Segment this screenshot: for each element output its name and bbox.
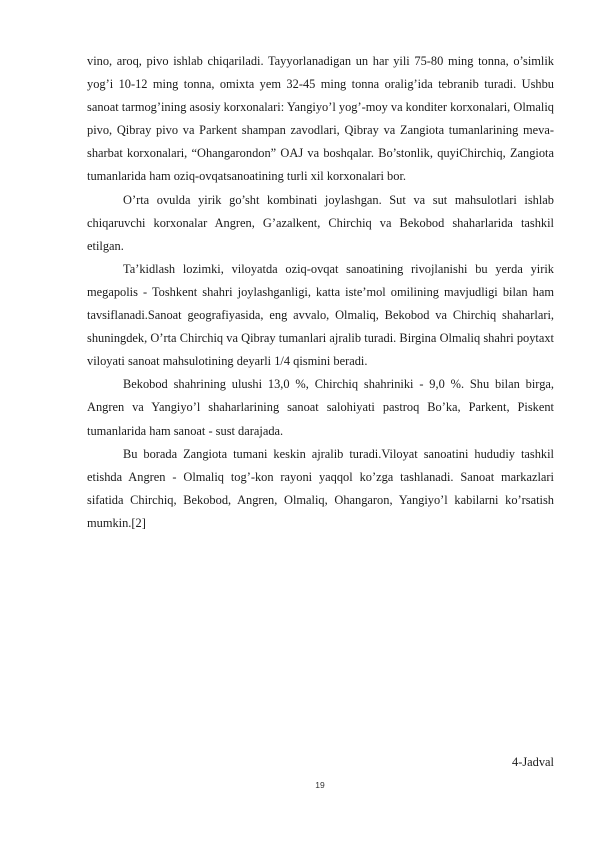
paragraph-5: Bu borada Zangiota tumani keskin ajralib turadi.Viloyat sanoatini hududiy tashkil etishda Angren - Olmaliq tog’-kon rayoni yaqqol ko’zga tashlanadi. Sanoat markazlari sifatida Chirchiq, Bekobod, Angren, Olmaliq, Ohangaron, Yangiyo’l kabilarni ko’rsatish mumkin.[2] bbox=[87, 446, 554, 530]
page-body bbox=[87, 50, 554, 535]
paragraph-2: O’rta ovulda yirik go’sht kombinati joylashgan. Sut va sut mahsulotlari ishlab chiqaruvchi korxonalar Angren, G’azalkent, Chirchiq va Bekobod shaharlarida tashkil etilgan. bbox=[87, 192, 554, 253]
paragraph-3: Ta’kidlash lozimki, viloyatda oziq-ovqat sanoatining rivojlanishi bu yerda yirik megapolis - Toshkent shahri joylashganligi, katta iste’mol omilining mavjudligi bilan ham tavsiflanadi.Sanoat geografiyasida, eng avvalo, Olmaliq, Bekobod va Chirchiq shaharlari, shuningdek, O’rta Chirchiq va Qibray tumanlari ajralib turadi. Birgina Olmaliq shahri poytaxt viloyati sanoat mahsulotining deyarli 1/4 qismini beradi. bbox=[87, 261, 554, 369]
paragraph-4: Bekobod shahrining ulushi 13,0 %, Chirchiq shahriniki - 9,0 %. Shu bilan birga, Angren va Yangiyo’l shaharlarining sanoat salohiyati pastroq Bo’ka, Parkent, Piskent tumanlarida ham sanoat - sust darajada. bbox=[87, 377, 554, 438]
page-number: 19 bbox=[315, 780, 325, 790]
table-caption: 4-Jadval bbox=[512, 755, 554, 769]
paragraph-1: vino, aroq, pivo ishlab chiqariladi. Tayyorlanadigan un har yili 75-80 ming tonna, o’simlik yog’i 10-12 ming tonna, omixta yem 32-45 ming tonna oralig’ida tebranib turadi. Ushbu sanoat tarmog’ining asosiy korxonalari: Yangiyo’l yog’-moy va konditer korxonalari, Olmaliq pivo, Qibray pivo va Parkent shampan zavodlari, Qibray va Zangiota tumanlarining meva-sharbat korxonalari, “Ohangarondon” OAJ va boshqalar. Bo’stonlik, quyiChirchiq, Zangiota tumanlarida ham oziq-ovqatsanoatining turli xil korxonalari bor. bbox=[87, 54, 554, 184]
